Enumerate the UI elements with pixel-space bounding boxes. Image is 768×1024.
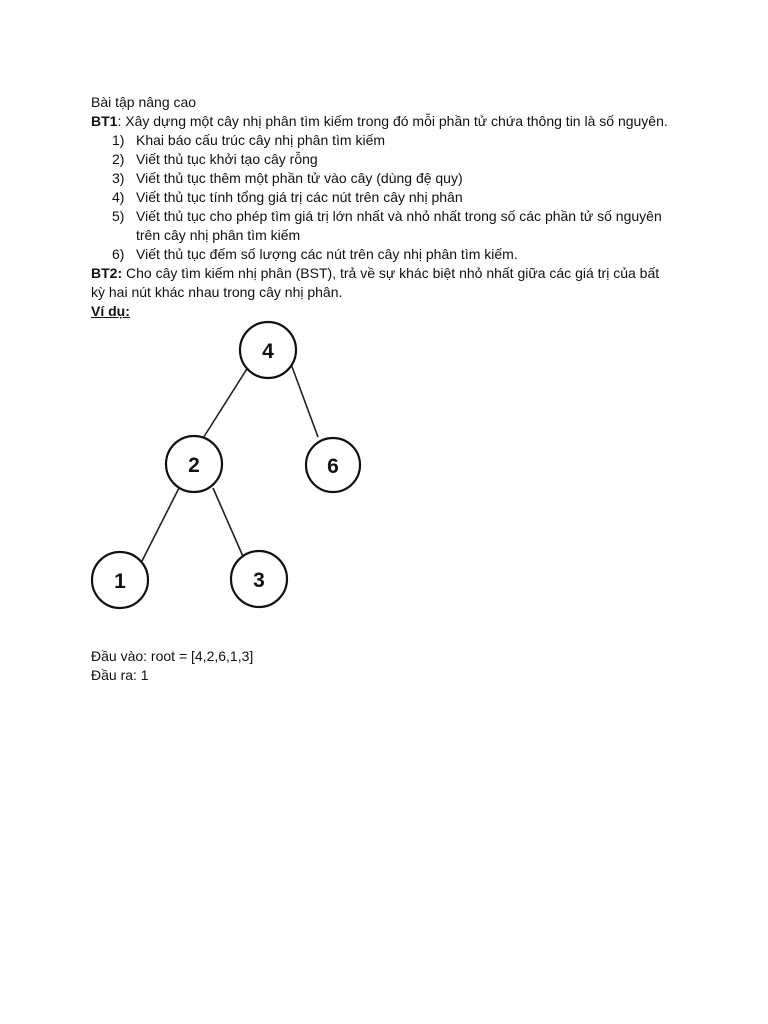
edge-2-1 bbox=[142, 488, 179, 561]
tree-node bbox=[166, 436, 222, 492]
bt1-text: : Xây dựng một cây nhị phân tìm kiếm trong đó mỗi phần tử chứa thông tin là số nguyên. bbox=[117, 113, 668, 129]
list-item-text: Viết thủ tục thêm một phần tử vào cây (dùng đệ quy) bbox=[136, 170, 463, 186]
bt2-statement-continued: kỳ hai nút khác nhau trong cây nhị phân. bbox=[91, 284, 343, 300]
tree-node bbox=[240, 322, 296, 378]
tree-node-label: 3 bbox=[253, 569, 265, 592]
bt1-statement bbox=[91, 112, 691, 131]
tree-node-label: 6 bbox=[327, 455, 339, 478]
bt2-text: Cho cây tìm kiếm nhị phân (BST), trả về sự khác biệt nhỏ nhất giữa các giá trị của bất bbox=[122, 265, 660, 281]
example-io bbox=[91, 647, 253, 685]
tree-node bbox=[92, 552, 148, 608]
tree-node-label: 2 bbox=[188, 454, 200, 477]
tree-node-label: 4 bbox=[262, 340, 274, 363]
list-item-number: 6) bbox=[112, 246, 125, 262]
tree-node bbox=[231, 551, 287, 607]
document-body bbox=[91, 93, 691, 321]
list-item-number: 3) bbox=[112, 170, 125, 186]
output-line: Đầu ra: 1 bbox=[91, 667, 149, 683]
list-item-text: Khai báo cấu trúc cây nhị phân tìm kiếm bbox=[136, 132, 386, 148]
list-item-text: Viết thủ tục đếm số lượng các nút trên cây nhị phân tìm kiếm. bbox=[136, 246, 518, 262]
list-item-number: 1) bbox=[112, 132, 125, 148]
edge-2-3 bbox=[213, 488, 245, 561]
list-item-text: Viết thủ tục khởi tạo cây rỗng bbox=[136, 151, 318, 167]
edge-4-6 bbox=[291, 364, 318, 437]
bt1-task-list bbox=[91, 131, 691, 264]
input-line: Đầu vào: root = [4,2,6,1,3] bbox=[91, 648, 254, 664]
bt2-label: BT2: bbox=[91, 265, 123, 281]
example-label: Ví dụ: bbox=[91, 303, 130, 319]
list-item bbox=[91, 150, 691, 169]
list-item bbox=[91, 169, 691, 188]
list-item bbox=[91, 131, 691, 150]
list-item-number: 5) bbox=[112, 208, 125, 224]
edge-4-2 bbox=[200, 364, 250, 443]
bst-diagram bbox=[85, 316, 375, 616]
list-item bbox=[91, 207, 691, 245]
list-item-text: Viết thủ tục cho phép tìm giá trị lớn nhất và nhỏ nhất trong số các phần tử số nguyên bbox=[136, 208, 662, 224]
bt1-label: BT1 bbox=[91, 113, 118, 129]
list-item bbox=[91, 245, 691, 264]
list-item-number: 2) bbox=[112, 151, 125, 167]
list-item bbox=[91, 188, 691, 207]
bt2-statement bbox=[91, 264, 691, 283]
list-item-text-continued: trên cây nhị phân tìm kiếm bbox=[136, 227, 301, 243]
tree-node-label: 1 bbox=[114, 570, 126, 593]
list-item-text: Viết thủ tục tính tổng giá trị các nút trên cây nhị phân bbox=[136, 189, 463, 205]
tree-node bbox=[306, 438, 360, 492]
heading: Bài tập nâng cao bbox=[91, 94, 197, 110]
list-item-number: 4) bbox=[112, 189, 125, 205]
